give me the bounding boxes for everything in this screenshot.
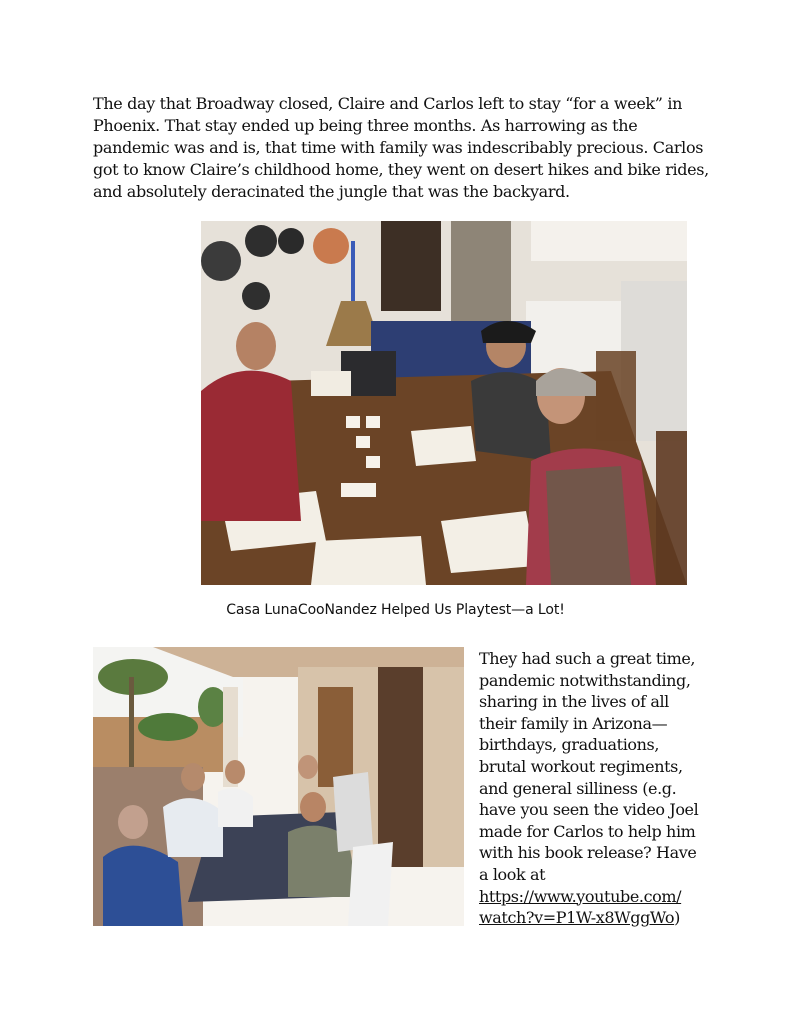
closing-paren: ) bbox=[674, 908, 680, 928]
intro-paragraph: The day that Broadway closed, Claire and Carlos left to stay “for a week” in Phoenix. That stay ended up being three months. As harrowing as the pandemic was and is, that time with family was indescribably precious. Carlos got to know Claire’s childhood home, they went on desert hikes and bike rides, and absolutely deracinated the jungle that was the backyard. bbox=[93, 94, 709, 201]
kitchen-playtest-photo bbox=[201, 221, 687, 585]
photo-side-paragraph bbox=[479, 648, 709, 929]
youtube-link-line1[interactable]: https://www.youtube.com/ bbox=[479, 886, 682, 906]
side-paragraph-text: They had such a great time, pandemic notwithstanding, sharing in the lives of all their family in Arizona—birthdays, graduations, brutal workout regiments, and general silliness (e.g. have you seen the video Joel made for Carlos to help him with his book release? Have a look at bbox=[479, 649, 699, 884]
patio-photo-illustration bbox=[93, 647, 464, 926]
patio-family-photo bbox=[93, 647, 464, 926]
photo-caption: Casa LunaCooNandez Helped Us Playtest—a Lot! bbox=[226, 602, 565, 618]
kitchen-photo-illustration bbox=[201, 221, 687, 585]
youtube-link-line2[interactable]: watch?v=P1W-x8WggWo bbox=[479, 908, 675, 928]
